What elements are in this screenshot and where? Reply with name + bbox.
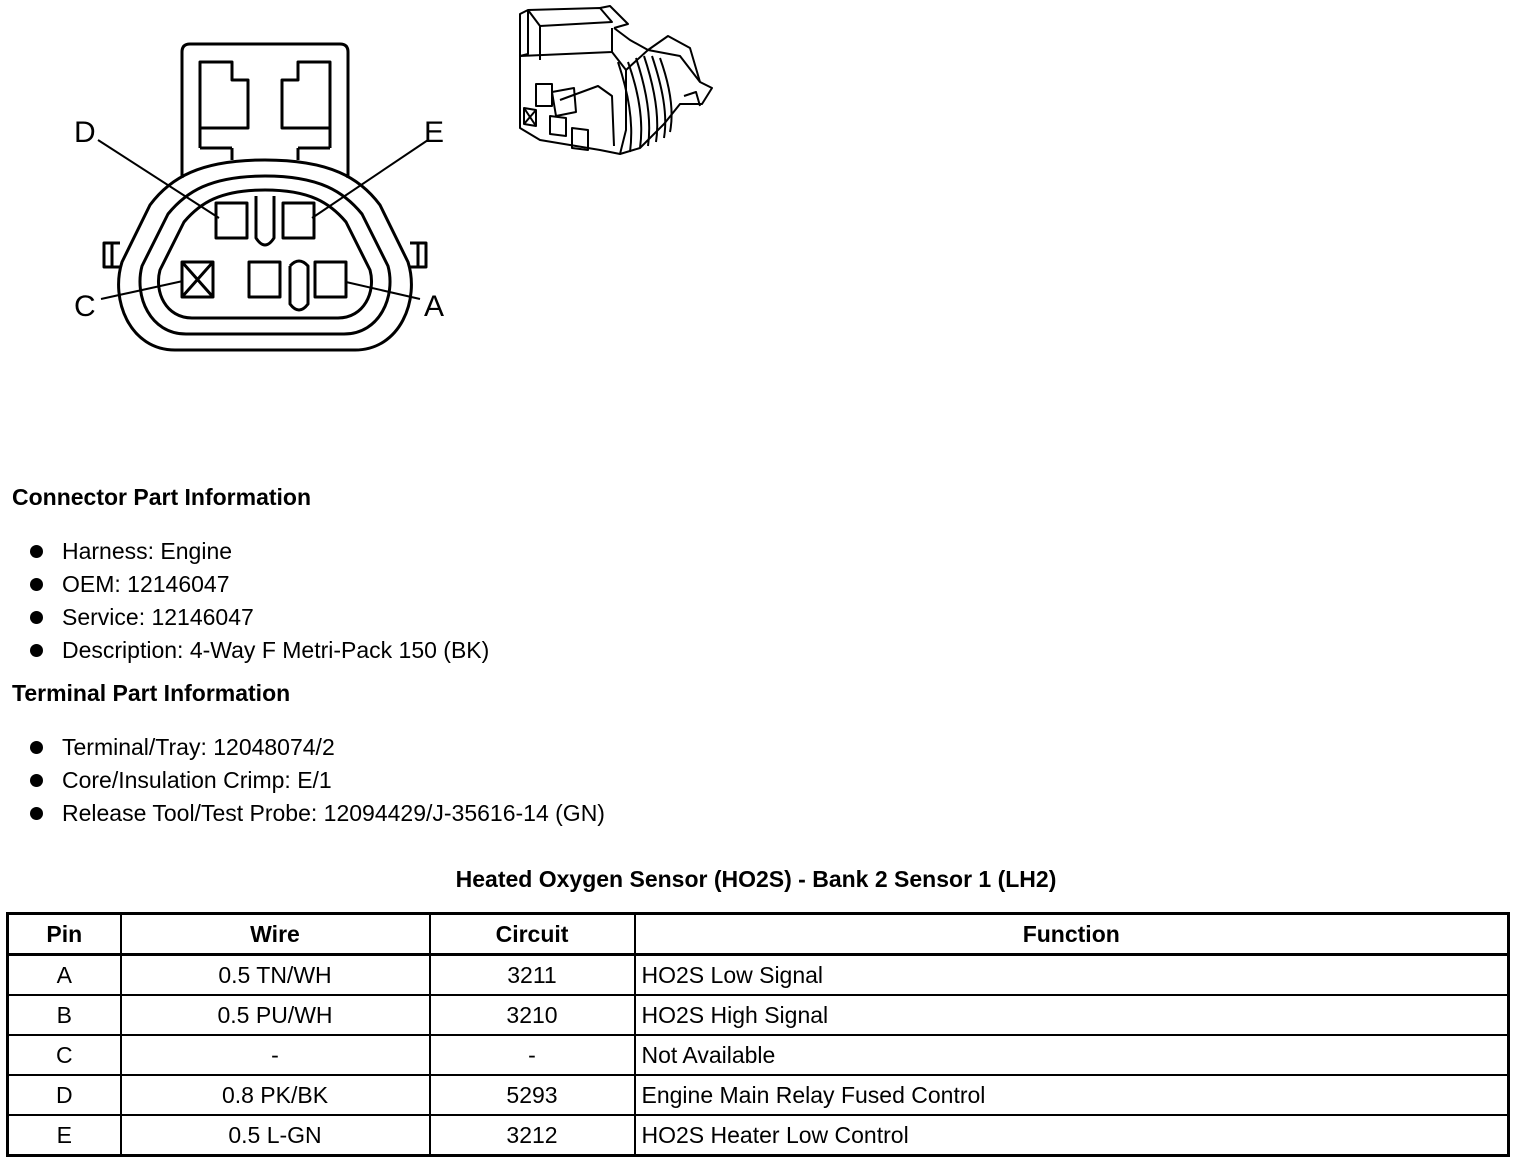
cell-wire: 0.5 L-GN — [121, 1115, 430, 1156]
cavity-e — [283, 203, 314, 238]
pin-label-a: A — [424, 290, 445, 323]
column-header-pin: Pin — [8, 914, 121, 955]
cell-pin: D — [8, 1075, 121, 1115]
bullet-icon — [30, 578, 43, 591]
cell-circuit: - — [430, 1035, 635, 1075]
list-item: Description: 4-Way F Metri-Pack 150 (BK) — [30, 636, 489, 669]
cell-pin: B — [8, 995, 121, 1035]
cell-wire: 0.5 TN/WH — [121, 955, 430, 996]
bullet-icon — [30, 545, 43, 558]
bullet-icon — [30, 807, 43, 820]
table-title: Heated Oxygen Sensor (HO2S) - Bank 2 Sensor 1 (LH2) — [455, 866, 1057, 892]
bullet-icon — [30, 774, 43, 787]
cell-circuit: 3211 — [430, 955, 635, 996]
cavity-a — [315, 262, 346, 297]
cell-pin: E — [8, 1115, 121, 1156]
cell-function: HO2S High Signal — [635, 995, 1509, 1035]
connector-part-info-heading: Connector Part Information — [12, 484, 312, 510]
table-row — [8, 1115, 1509, 1156]
column-header-function: Function — [635, 914, 1509, 955]
column-header-circuit: Circuit — [430, 914, 635, 955]
terminal-part-info-list — [30, 733, 605, 832]
cell-pin: C — [8, 1035, 121, 1075]
cell-circuit: 3210 — [430, 995, 635, 1035]
table-row — [8, 955, 1509, 996]
list-item: Core/Insulation Crimp: E/1 — [30, 766, 605, 799]
list-item: Release Tool/Test Probe: 12094429/J-35616-14 (GN) — [30, 799, 605, 832]
cell-function: HO2S Low Signal — [635, 955, 1509, 996]
cell-circuit: 5293 — [430, 1075, 635, 1115]
cell-wire: 0.5 PU/WH — [121, 995, 430, 1035]
table-row — [8, 1075, 1509, 1115]
cell-function: HO2S Heater Low Control — [635, 1115, 1509, 1156]
terminal-part-info-heading: Terminal Part Information — [12, 680, 291, 706]
pinout-table — [6, 912, 1510, 1157]
bullet-icon — [30, 644, 43, 657]
cell-circuit: 3212 — [430, 1115, 635, 1156]
pin-label-c: C — [74, 290, 96, 323]
cell-function: Engine Main Relay Fused Control — [635, 1075, 1509, 1115]
list-item: Terminal/Tray: 12048074/2 — [30, 733, 605, 766]
cavity-b — [249, 262, 280, 297]
list-item: Service: 12146047 — [30, 603, 489, 636]
bullet-icon — [30, 741, 43, 754]
column-header-wire: Wire — [121, 914, 430, 955]
pin-label-d: D — [74, 116, 96, 149]
connector-diagram — [0, 0, 760, 460]
connector-latch — [182, 44, 348, 178]
list-item: OEM: 12146047 — [30, 570, 489, 603]
pin-label-e: E — [424, 116, 445, 149]
cell-function: Not Available — [635, 1035, 1509, 1075]
cell-pin: A — [8, 955, 121, 996]
bullet-icon — [30, 611, 43, 624]
cell-wire: - — [121, 1035, 430, 1075]
cell-wire: 0.8 PK/BK — [121, 1075, 430, 1115]
list-item: Harness: Engine — [30, 537, 489, 570]
table-row — [8, 995, 1509, 1035]
table-header-row — [8, 914, 1509, 955]
connector-part-info-list — [30, 537, 489, 669]
cavity-d — [216, 203, 247, 238]
table-row — [8, 1035, 1509, 1075]
connector-3d-illustration — [520, 6, 712, 154]
